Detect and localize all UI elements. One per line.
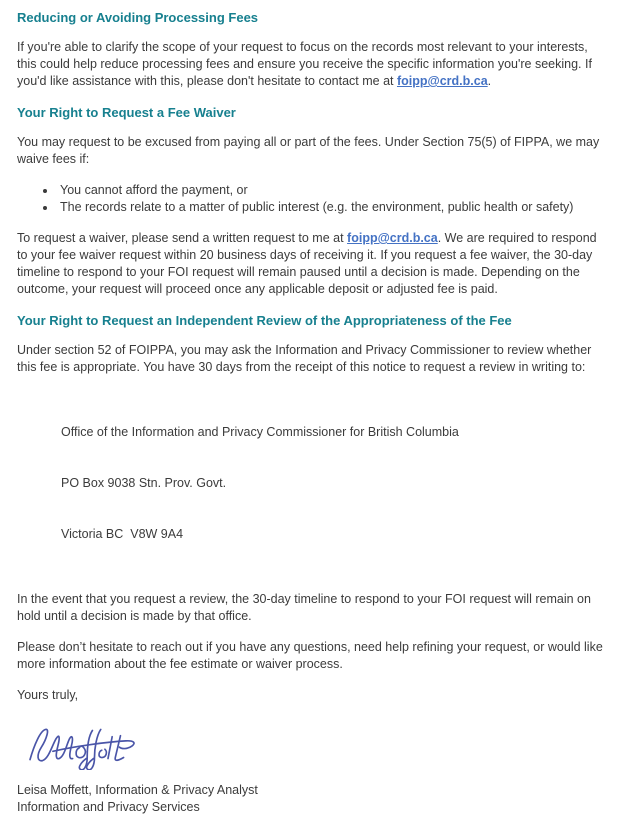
- section-heading-reducing-fees: Reducing or Avoiding Processing Fees: [17, 10, 259, 25]
- signer-name-title: Leisa Moffett, Information & Privacy Analyst: [17, 783, 258, 797]
- foipp-email-link[interactable]: foipp@crd.b.ca: [396, 74, 488, 88]
- waiver-condition-afford: • You cannot afford the payment, or: [57, 182, 609, 199]
- handwritten-signature-icon: [23, 718, 141, 770]
- address-line-pobox: PO Box 9038 Stn. Prov. Govt.: [61, 476, 227, 490]
- valediction: Yours truly,: [17, 688, 79, 702]
- paragraph-outreach: Please don’t hesitate to reach out if you have any questions, need help refining your request, or would like more information about the fee estimate or waiver process.: [17, 640, 603, 671]
- paragraph-review-intro: Under section 52 of FOIPPA, you may ask the Information and Privacy Commissioner to review whether this fee is appropriate. You have 30 days from the receipt of this notice to request a review in writing to:: [17, 343, 592, 374]
- foipp-email-link-2[interactable]: foipp@crd.b.ca: [347, 231, 438, 245]
- clarify-scope-text-end: .: [487, 74, 492, 88]
- signature-image: [23, 718, 609, 770]
- waiver-conditions-list: [17, 182, 609, 216]
- section-heading-independent-review: Your Right to Request an Independent Review of the Appropriateness of the Fee: [17, 313, 512, 328]
- paragraph-waiver-request: [17, 230, 609, 298]
- signer-department: Information and Privacy Services: [17, 800, 200, 814]
- paragraph-review-hold: In the event that you request a review, the 30-day timeline to respond to your FOI request will remain on hold until a decision is made by that office.: [17, 592, 591, 623]
- address-line-office: Office of the Information and Privacy Commissioner for British Columbia: [61, 425, 459, 439]
- waiver-request-text: To request a waiver, please send a written request to me at: [17, 231, 348, 245]
- paragraph-clarify-scope: [17, 39, 609, 90]
- paragraph-waiver-intro: You may request to be excused from paying all or part of the fees. Under Section 75(5) of FIPPA, we may waive fees if:: [17, 135, 600, 166]
- section-heading-fee-waiver: Your Right to Request a Fee Waiver: [17, 105, 236, 120]
- waiver-condition-public-interest: • The records relate to a matter of public interest (e.g. the environment, public health or safety): [57, 199, 609, 216]
- clarify-scope-text: If you're able to clarify the scope of your request to focus on the records most relevant to your interests, this could help reduce processing fees and ensure you receive the specific information you're seeking. If you'd like assistance with this, please don't hesitate to contact me at: [17, 40, 592, 88]
- address-line-city: Victoria BC V8W 9A4: [61, 527, 184, 541]
- signer-block: [17, 782, 609, 816]
- waiver-request-text-end: . We are required to respond to your fee waiver request within 20 business days of receiving it. If you request a fee waiver, the 30-day timeline to respond to your FOI request will remain paused until a decision is made. Depending on the outcome, your request will proceed once any applicable deposit or adjusted fee is paid.: [17, 231, 597, 296]
- commissioner-address-block: [61, 390, 609, 577]
